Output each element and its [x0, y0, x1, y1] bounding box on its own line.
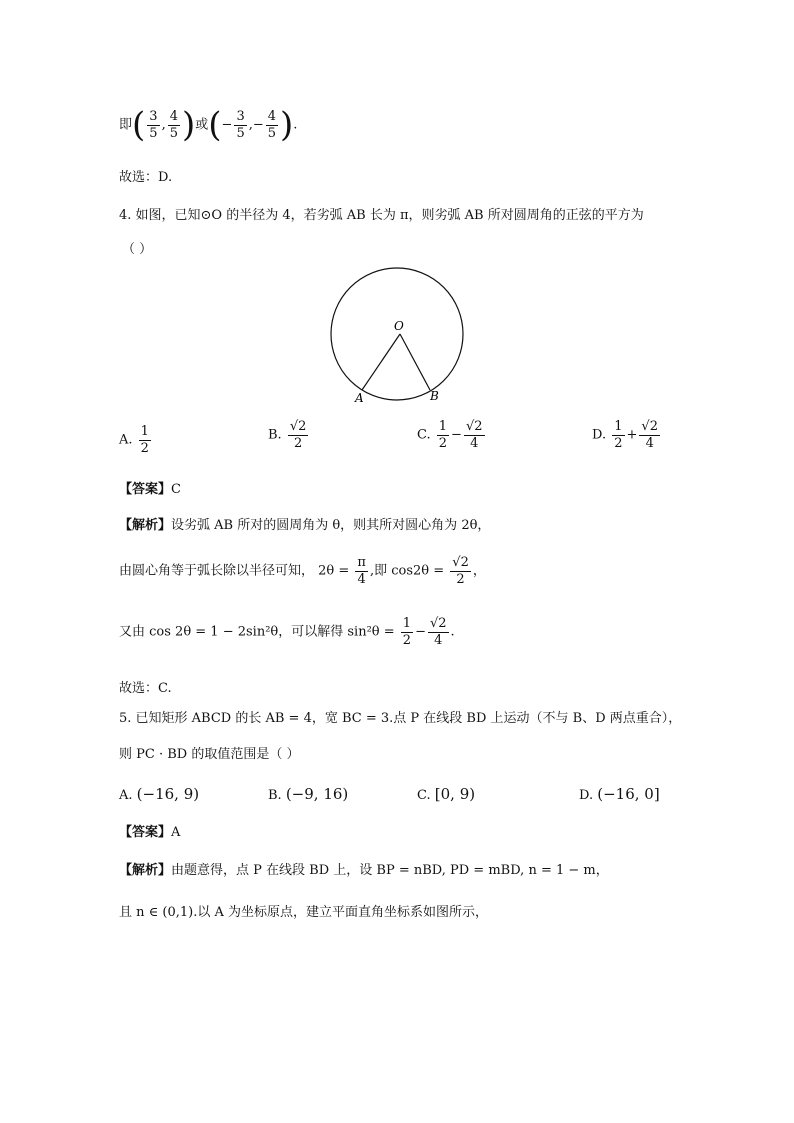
q4-answer: 【答案】C: [119, 482, 181, 497]
label-o: O: [394, 319, 404, 333]
q4-option-d[interactable]: D. $\frac{1}{2}$ + $\frac{√2}{4}$: [592, 419, 658, 451]
circle-o: [331, 268, 463, 400]
q5-analysis-1: 【解析】由题意得，点 P 在线段 BD 上，设 BP = nBD, PD = mBD, n = 1 − m，: [119, 863, 609, 878]
radius-oa: [362, 334, 400, 390]
q4-analysis-3: 又由 cos 2θ = 1 − 2sin²θ，可以解得 sin²θ = $\frac{1}{2}$ − $\frac{√2}{4}$ .: [119, 616, 455, 648]
q4-analysis-1: 【解析】设劣弧 AB 所对的圆周角为 θ，则其所对圆心角为 2θ，: [119, 518, 491, 533]
fraction: $\frac{4}{5}$: [267, 108, 277, 141]
q5-option-c[interactable]: C. [0, 9): [417, 785, 476, 803]
q4-option-a[interactable]: A. $\frac{1}{2}$: [119, 424, 149, 456]
q5-stem-1: 5. 已知矩形 ABCD 的长 AB = 4，宽 BC = 3.点 P 在线段 BD 上运动（不与 B、D 两点重合），: [119, 711, 682, 726]
fraction: $\frac{4}{5}$: [169, 108, 178, 141]
q5-answer: 【答案】A: [119, 825, 181, 840]
prefix-text: 即: [119, 117, 133, 133]
or-text: 或: [195, 117, 209, 133]
circle-figure: [320, 262, 480, 412]
label-b: B: [430, 389, 439, 403]
q4-blank: （ ）: [122, 242, 153, 257]
q5-option-d[interactable]: D. (−16, 0]: [579, 785, 660, 803]
q4-option-b[interactable]: B. $\frac{√2}{2}$: [268, 419, 307, 451]
previous-conclusion: 故选：D.: [119, 170, 173, 185]
previous-answer-line: 即( $\frac{3}{5}$ , $\frac{4}{5}$ )或(− $\frac{3}{5}$ ,− $\frac{4}{5}$ ).: [119, 105, 298, 145]
fraction: $\frac{3}{5}$: [149, 108, 158, 141]
q4-conclusion: 故选：C.: [119, 681, 172, 696]
q4-stem: 4. 如图，已知⊙O 的半径为 4，若劣弧 AB 长为 π，则劣弧 AB 所对圆周角的正弦的平方为: [119, 208, 644, 223]
fraction: $\frac{3}{5}$: [236, 108, 245, 141]
q4-analysis-2: 由圆心角等于弧长除以半径可知， 2θ = $\frac{\pi}{4}$ ,即 cos2θ = $\frac{√2}{2}$ ，: [119, 555, 486, 587]
q4-option-c[interactable]: C. $\frac{1}{2}$ − $\frac{√2}{4}$: [417, 419, 483, 451]
q5-option-b[interactable]: B. (−9, 16): [268, 785, 349, 803]
radius-ob: [400, 334, 430, 390]
q5-option-a[interactable]: A. (−16, 9): [119, 785, 200, 803]
q5-analysis-2: 且 n ∈ (0,1).以 A 为坐标原点，建立平面直角坐标系如图所示，: [119, 905, 488, 920]
q5-stem-2: 则 PC · BD 的取值范围是（ ）: [119, 747, 300, 762]
label-a: A: [355, 391, 364, 405]
